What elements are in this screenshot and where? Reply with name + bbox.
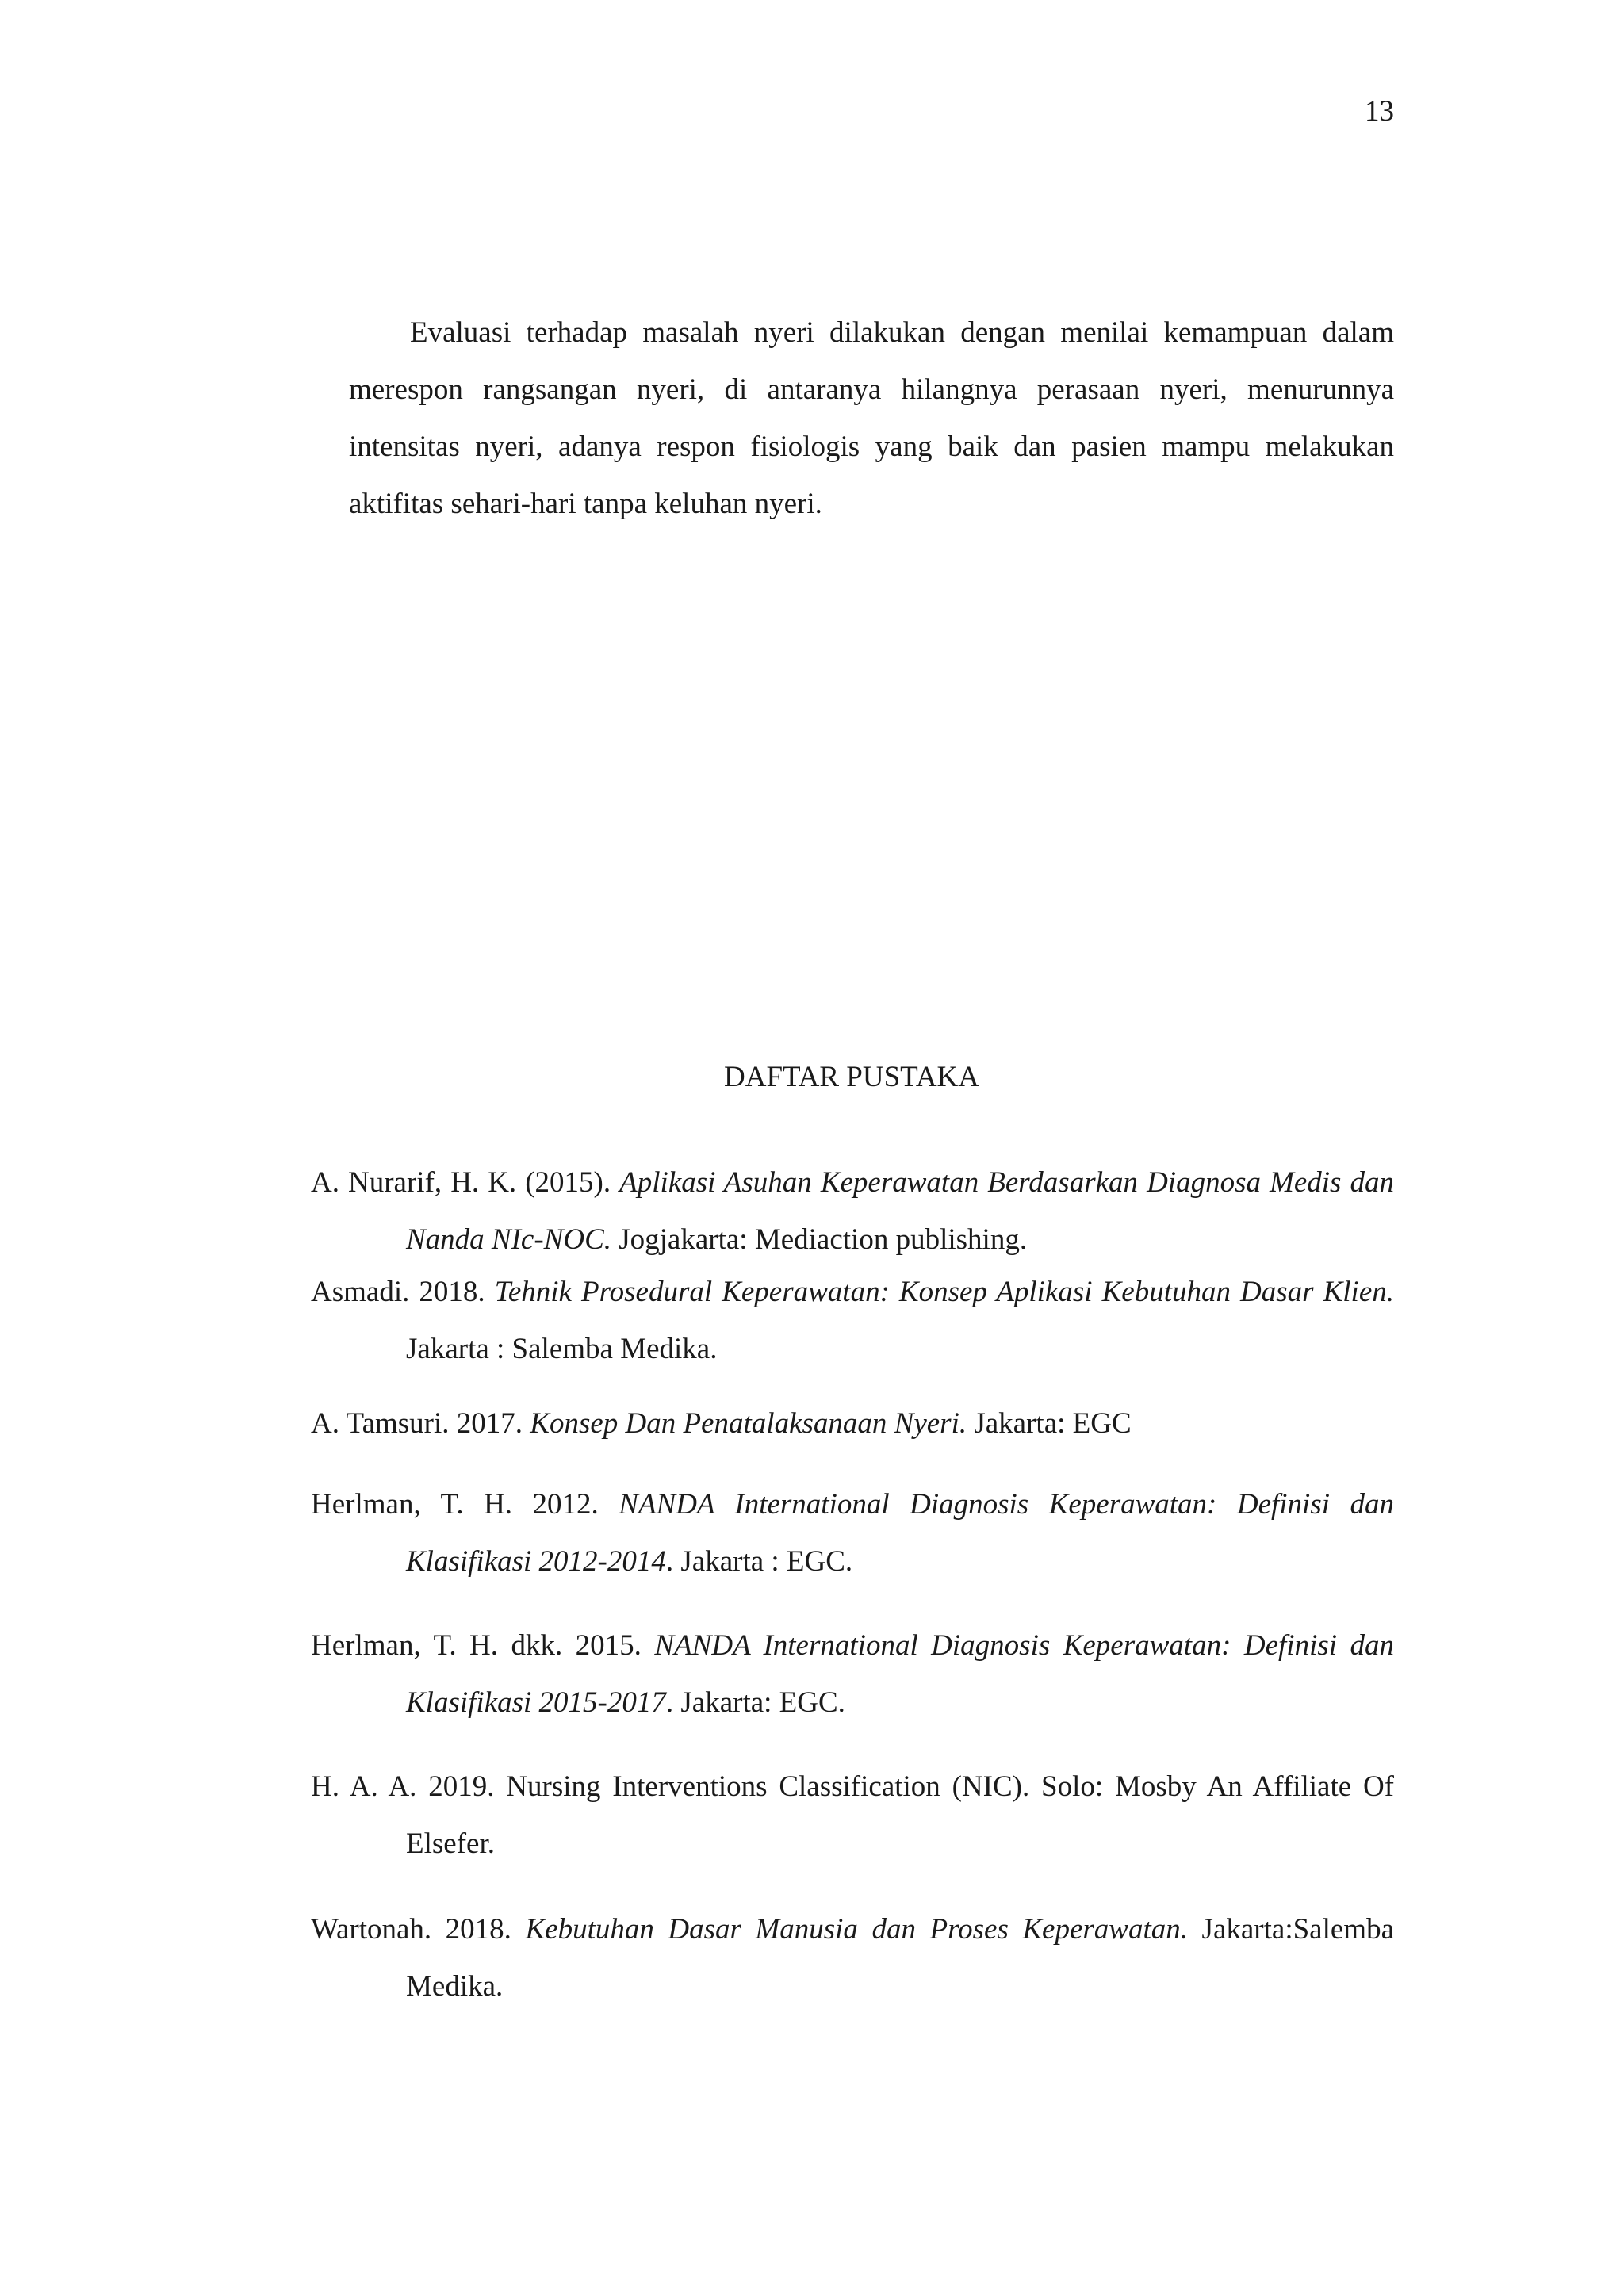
reference-author-year: A. Nurarif, H. K. (2015). xyxy=(311,1166,620,1199)
reference-author-year: Herlman, T. H. 2012. xyxy=(311,1488,619,1521)
reference-item xyxy=(311,1617,1394,1732)
reference-publisher: Jakarta : Salemba Medika. xyxy=(406,1333,718,1365)
reference-author-year: Asmadi. 2018. xyxy=(311,1276,495,1308)
reference-item xyxy=(311,1901,1394,2015)
reference-author-year: Herlman, T. H. dkk. 2015. xyxy=(311,1629,655,1662)
reference-item xyxy=(311,1758,1394,1873)
reference-author-year: A. Tamsuri. 2017. xyxy=(311,1407,530,1440)
reference-publisher: Jakarta: EGC xyxy=(967,1407,1132,1440)
reference-title: Konsep Dan Penatalaksanaan Nyeri. xyxy=(530,1407,967,1440)
reference-item xyxy=(311,1264,1394,1378)
reference-text: H. A. A. 2019. Nursing Interventions Classification (NIC). Solo: Mosby An Affiliate Of Elsefer. xyxy=(311,1770,1394,1860)
page-number: 13 xyxy=(1365,95,1394,128)
reference-title: NANDA International Diagnosis Keperawatan: Definisi dan Klasifikasi 2015-2017 xyxy=(406,1629,1394,1719)
reference-publisher: . Jakarta: EGC. xyxy=(665,1686,845,1719)
reference-item xyxy=(311,1154,1394,1269)
reference-author-year: Wartonah. 2018. xyxy=(311,1913,526,1946)
reference-publisher: Jogjakarta: Mediaction publishing. xyxy=(611,1223,1028,1256)
reference-title: Aplikasi Asuhan Keperawatan Berdasarkan Diagnosa Medis dan Nanda NIc-NOC. xyxy=(406,1166,1394,1256)
reference-title: Tehnik Prosedural Keperawatan: Konsep Aplikasi Kebutuhan Dasar Klien. xyxy=(494,1276,1394,1308)
reference-item xyxy=(311,1476,1394,1590)
reference-publisher: Jakarta:Salemba Medika. xyxy=(406,1913,1394,2003)
references-heading: DAFTAR PUSTAKA xyxy=(724,1061,979,1093)
reference-item xyxy=(311,1395,1394,1452)
reference-title: NANDA International Diagnosis Keperawatan: Definisi dan Klasifikasi 2012-2014 xyxy=(406,1488,1394,1578)
reference-publisher: . Jakarta : EGC. xyxy=(665,1545,853,1578)
reference-title: Kebutuhan Dasar Manusia dan Proses Keperawatan. xyxy=(525,1913,1189,1946)
body-paragraph: Evaluasi terhadap masalah nyeri dilakukan dengan menilai kemampuan dalam merespon rangsangan nyeri, di antaranya hilangnya perasaan nyeri, menurunnya intensitas nyeri, adanya respon fisiologis yang baik dan pasien mampu melakukan aktifitas sehari-hari tanpa keluhan nyeri. xyxy=(349,316,1394,520)
